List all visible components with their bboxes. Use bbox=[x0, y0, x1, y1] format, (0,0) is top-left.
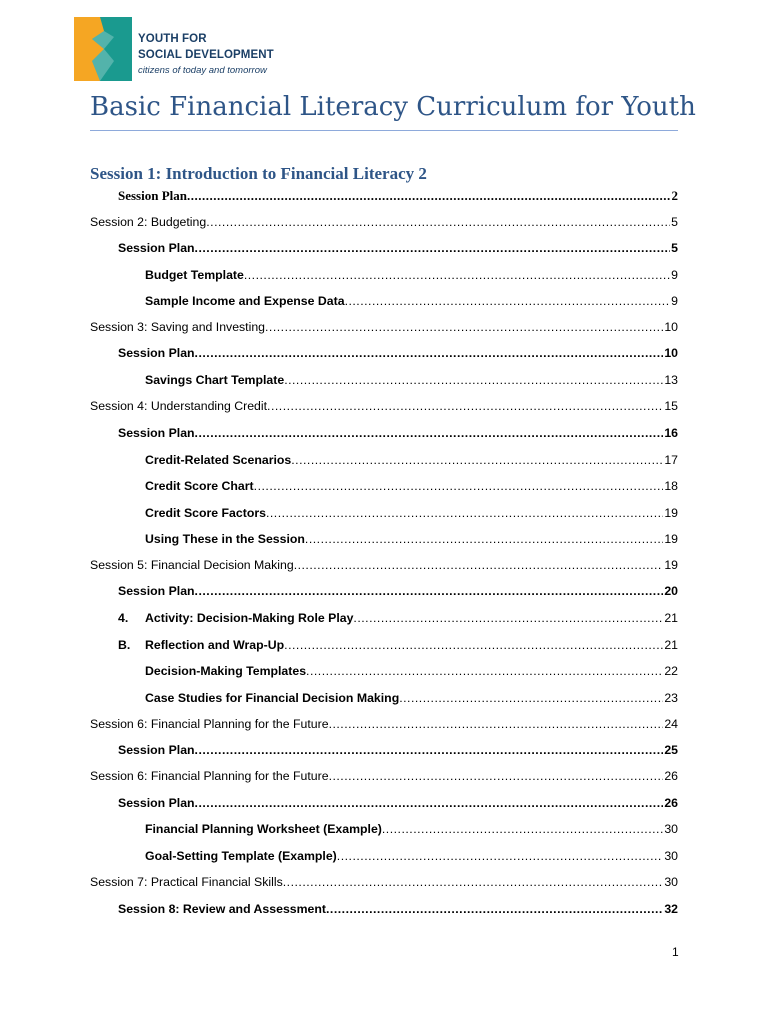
toc-entry[interactable]: Session 5: Financial Decision Making ..... 19 bbox=[90, 558, 678, 576]
list-marker: B. bbox=[118, 638, 131, 652]
organization-logo bbox=[74, 17, 284, 83]
logo-emblem-icon bbox=[74, 17, 132, 81]
logo-name-line1: YOUTH FOR bbox=[138, 33, 207, 45]
toc-entry[interactable]: Credit-Related Scenarios ..... 17 bbox=[118, 453, 678, 471]
toc-entry[interactable]: Session 4: Understanding Credit ..... 15 bbox=[90, 399, 678, 417]
toc-entry[interactable]: Session Plan ..... 5 bbox=[118, 241, 678, 259]
toc-entry[interactable]: Session Plan ..... 25 bbox=[118, 743, 678, 761]
toc-heading-session-1[interactable]: Session 1: Introduction to Financial Literacy 2 bbox=[90, 164, 427, 183]
toc-entry[interactable]: Credit Score Chart ..... 18 bbox=[118, 479, 678, 497]
toc-entry[interactable]: Sample Income and Expense Data ..... 9 bbox=[118, 294, 678, 312]
toc-entry[interactable]: Budget Template ..... 9 bbox=[118, 268, 678, 286]
toc-entry[interactable]: Session Plan ..... 2 bbox=[118, 188, 678, 206]
toc-entry[interactable]: Financial Planning Worksheet (Example) ..... 30 bbox=[118, 822, 678, 840]
toc-entry[interactable]: Decision-Making Templates ..... 22 bbox=[118, 664, 678, 682]
toc-entry[interactable]: Session Plan ..... 26 bbox=[118, 796, 678, 814]
toc-entry[interactable]: Credit Score Factors ..... 19 bbox=[118, 506, 678, 524]
document-title: Basic Financial Literacy Curriculum for Youth bbox=[90, 92, 696, 122]
page-number: 1 bbox=[672, 945, 679, 959]
logo-tagline: citizens of today and tomorrow bbox=[138, 65, 267, 76]
toc-entry[interactable]: Session Plan ..... 10 bbox=[118, 346, 678, 364]
title-divider bbox=[90, 130, 678, 131]
toc-entry[interactable]: Using These in the Session ..... 19 bbox=[118, 532, 678, 550]
toc-entry[interactable]: Session Plan ..... 20 bbox=[118, 584, 678, 602]
logo-name-line2: SOCIAL DEVELOPMENT bbox=[138, 49, 274, 61]
toc-entry[interactable]: Session 2: Budgeting ..... 5 bbox=[90, 215, 678, 233]
toc-entry[interactable]: Savings Chart Template ..... 13 bbox=[118, 373, 678, 391]
list-marker: 4. bbox=[118, 611, 129, 625]
toc-entry[interactable]: Session 8: Review and Assessment ..... 32 bbox=[118, 902, 678, 920]
toc-entry[interactable]: B. Reflection and Wrap-Up ..... 21 bbox=[118, 638, 678, 656]
toc-entry[interactable]: 4. Activity: Decision-Making Role Play ..... 21 bbox=[118, 611, 678, 629]
toc-entry[interactable]: Case Studies for Financial Decision Making ..... 23 bbox=[118, 691, 678, 709]
toc-entry[interactable]: Session 7: Practical Financial Skills ..... 30 bbox=[90, 875, 678, 893]
toc-entry[interactable]: Session 6: Financial Planning for the Future ..... 24 bbox=[90, 717, 678, 735]
toc-entry[interactable]: Session 6: Financial Planning for the Future ..... 26 bbox=[90, 769, 678, 787]
toc-entry[interactable]: Session 3: Saving and Investing ..... 10 bbox=[90, 320, 678, 338]
toc-entry[interactable]: Session Plan ..... 16 bbox=[118, 426, 678, 444]
toc-entry[interactable]: Goal-Setting Template (Example) ..... 30 bbox=[118, 849, 678, 867]
